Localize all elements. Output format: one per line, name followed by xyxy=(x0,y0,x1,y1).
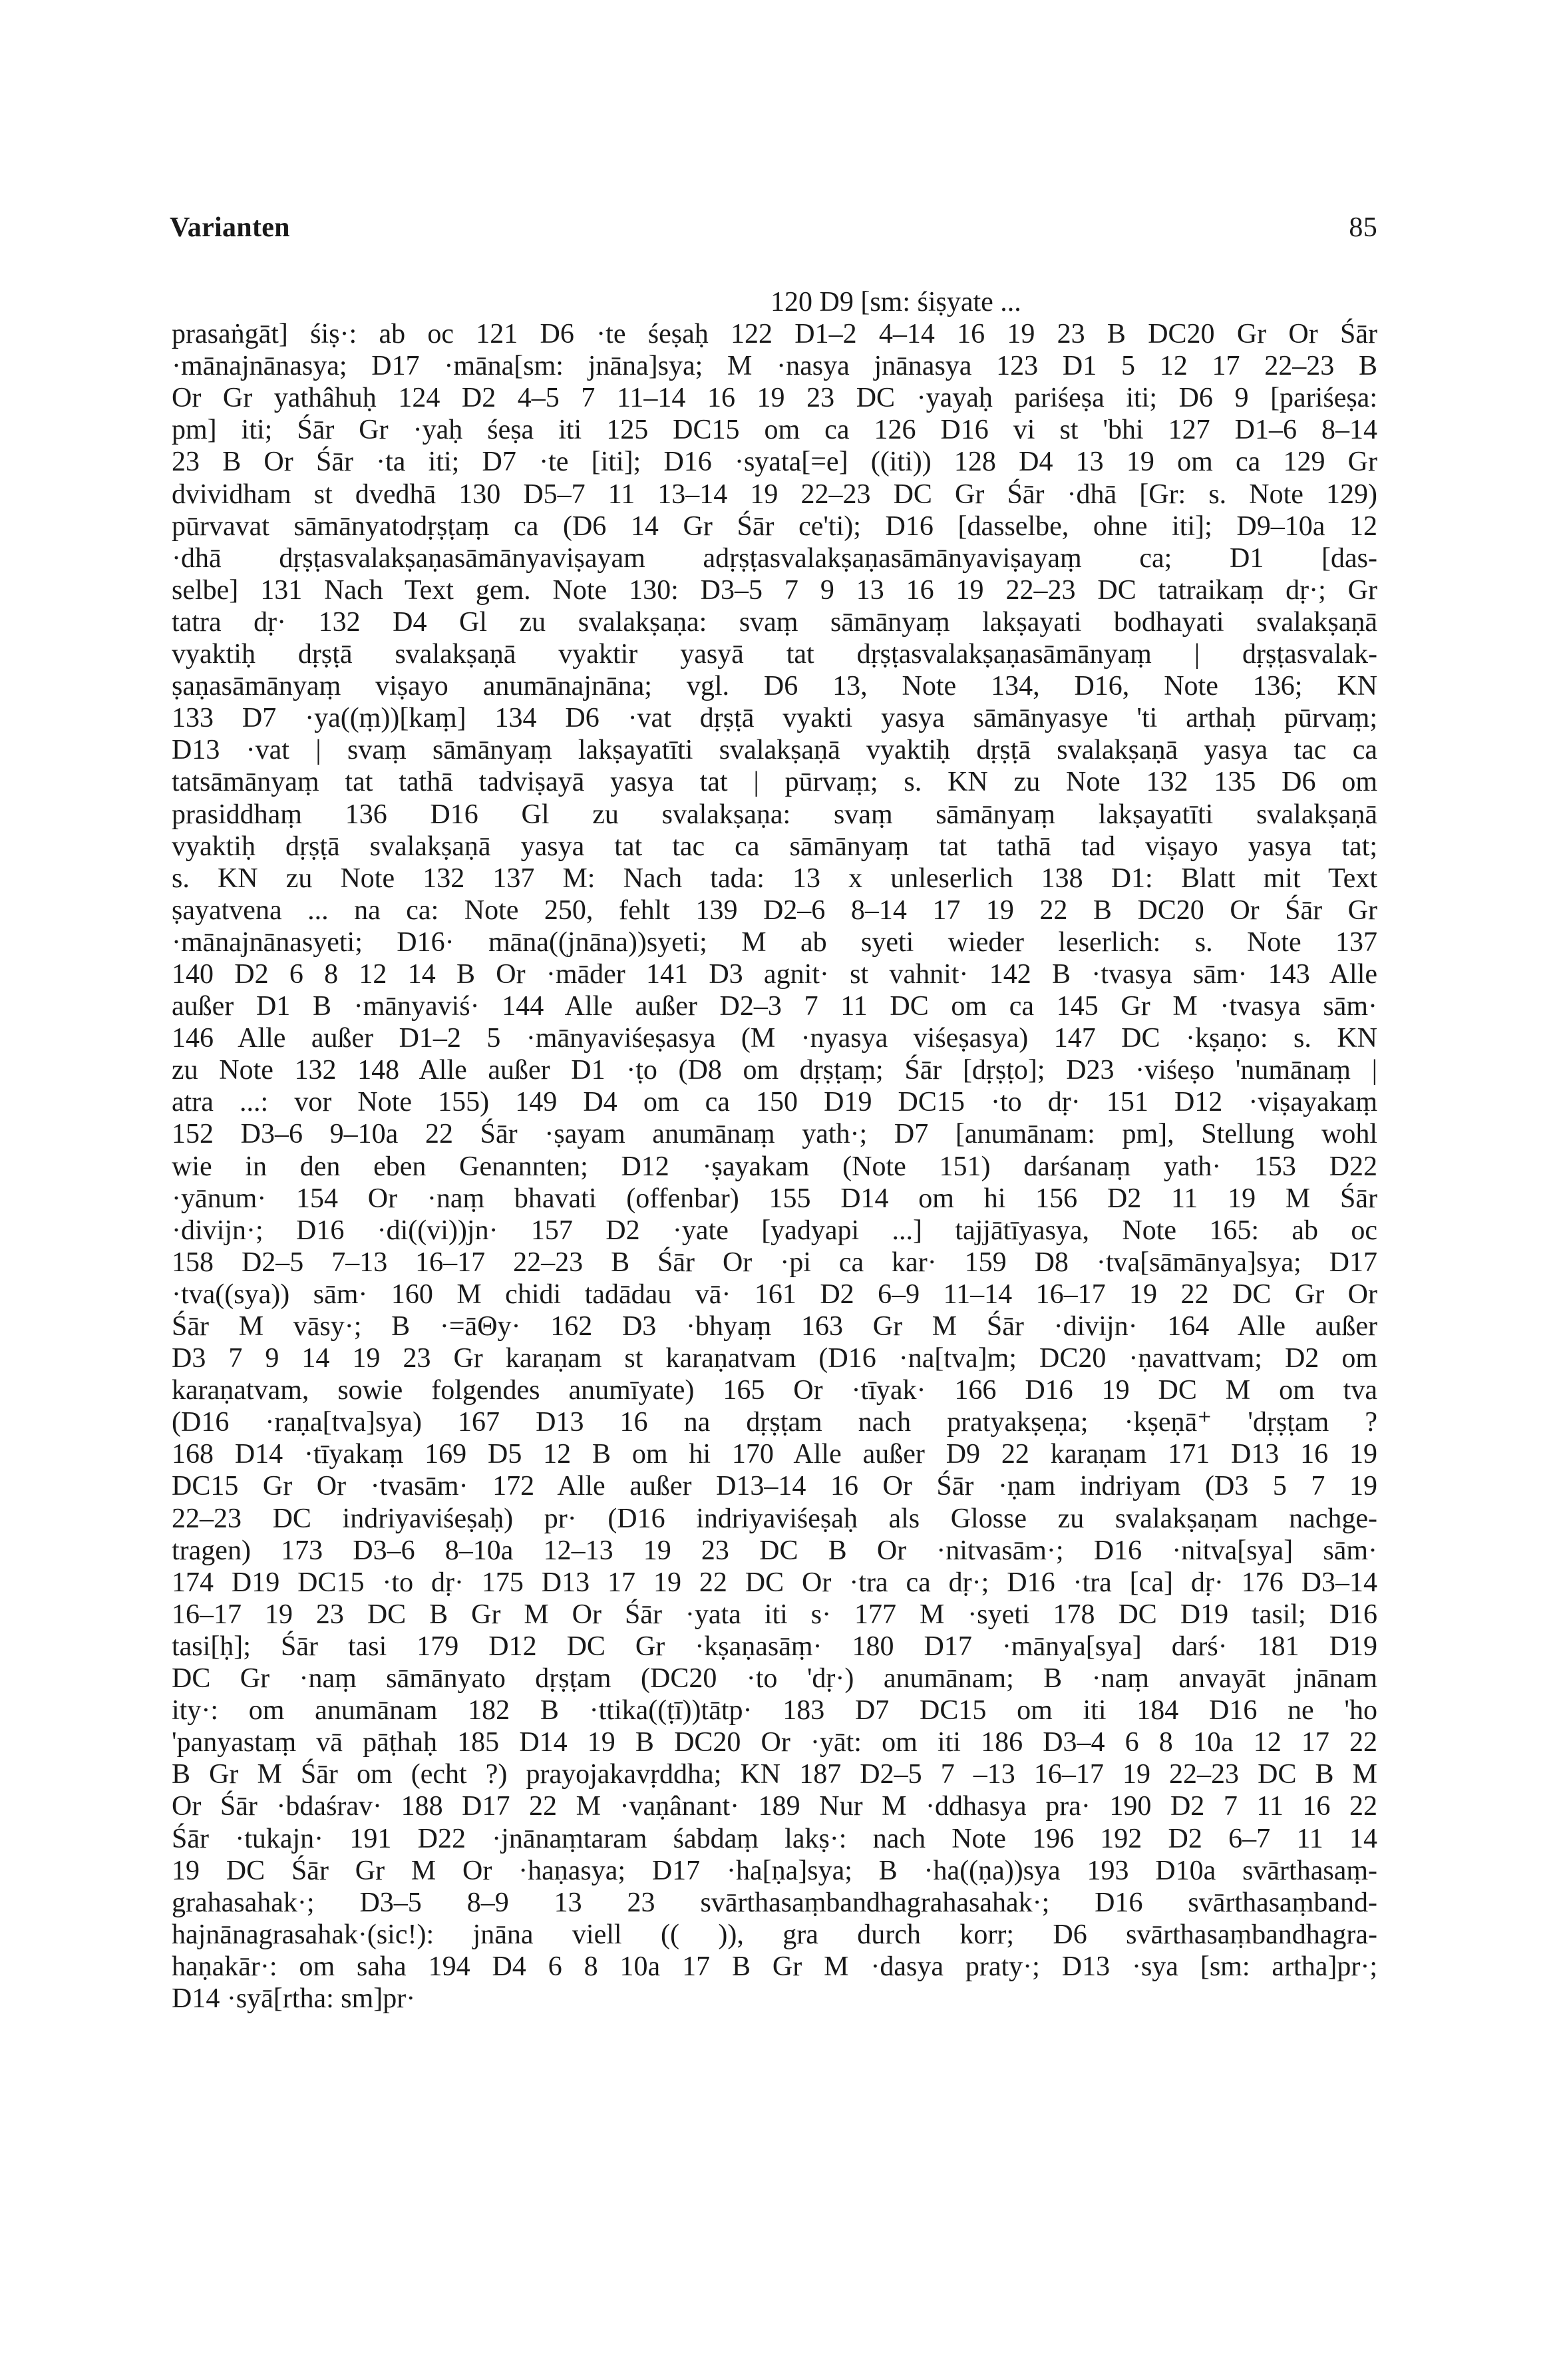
text-line: ṣaṇasāmānyaṃ viṣayo anumānajnāna; vgl. D6 13, Note 134, D16, Note 136; KN xyxy=(172,671,1377,702)
text-line: Or Gr yathâhuḥ 124 D2 4–5 7 11–14 16 19 23 DC ·yayaḥ pariśeṣa iti; D6 9 [pariśeṣa: xyxy=(172,383,1377,414)
text-line: vyaktiḥ dṛṣṭā svalakṣaṇā vyaktir yasyā tat dṛṣṭasvalakṣaṇasāmānyaṃ | dṛṣṭasvalak- xyxy=(172,639,1377,670)
text-line: ·tva((sya)) sām· 160 M chidi tadādau vā· 161 D2 6–9 11–14 16–17 19 22 DC Gr Or xyxy=(172,1279,1377,1310)
text-line: tatsāmānyaṃ tat tathā tadviṣayā yasya tat | pūrvaṃ; s. KN zu Note 132 135 D6 om xyxy=(172,767,1377,798)
text-line: tragen) 173 D3–6 8–10a 12–13 19 23 DC B Or ·nitvasām·; D16 ·nitva[sya] sām· xyxy=(172,1535,1377,1566)
text-line: ·dhā dṛṣṭasvalakṣaṇasāmānyaviṣayam adṛṣṭasvalakṣaṇasāmānyaviṣayaṃ ca; D1 [das- xyxy=(172,542,1377,574)
text-line: Or Śār ·bdaśrav· 188 D17 22 M ·vaṇânant· 189 Nur M ·ddhasya pra· 190 D2 7 11 16 22 xyxy=(172,1791,1377,1822)
text-line: ity·: om anumānam 182 B ·ttika((ṭī))tātp· 183 D7 DC15 om iti 184 D16 ne 'ho xyxy=(172,1695,1377,1726)
text-line: pm] iti; Śār Gr ·yaḥ śeṣa iti 125 DC15 om ca 126 D16 vi st 'bhi 127 D1–6 8–14 xyxy=(172,415,1377,446)
text-line: B Gr M Śār om (echt ?) prayojakavṛddha; KN 187 D2–5 7 –13 16–17 19 22–23 DC B M xyxy=(172,1759,1377,1790)
text-line: tatra dṛ· 132 D4 Gl zu svalakṣaṇa: svaṃ sāmānyaṃ lakṣayati bodhayati svalakṣaṇā xyxy=(172,606,1377,638)
text-line: 146 Alle außer D1–2 5 ·mānyaviśeṣasya (M ·nyasya viśeṣasya) 147 DC ·kṣaṇo: s. KN xyxy=(172,1023,1377,1054)
text-line: 158 D2–5 7–13 16–17 22–23 B Śār Or ·pi ca kar· 159 D8 ·tva[sāmānya]sya; D17 xyxy=(172,1247,1377,1278)
text-line: Śār M vāsy·; B ·=āΘy· 162 D3 ·bhyaṃ 163 Gr M Śār ·divijn· 164 Alle außer xyxy=(172,1311,1377,1342)
text-line: 22–23 DC indriyaviśeṣaḥ) pr· (D16 indriyaviśeṣaḥ als Glosse zu svalakṣaṇam nachge- xyxy=(172,1503,1377,1534)
text-line: vyaktiḥ dṛṣṭā svalakṣaṇā yasya tat tac ca sāmānyaṃ tat tathā tad viṣayo yasya tat; xyxy=(172,831,1377,862)
text-line: ·mānajnānasyeti; D16· māna((jnāna))syeti; M ab syeti wieder leserlich: s. Note 137 xyxy=(172,926,1377,958)
text-line: zu Note 132 148 Alle außer D1 ·ṭo (D8 om dṛṣṭaṃ; Śār [dṛṣṭo]; D23 ·viśeṣo 'numānaṃ | xyxy=(172,1055,1377,1086)
text-line: 140 D2 6 8 12 14 B Or ·māder 141 D3 agnit· st vahnit· 142 B ·tvasya sām· 143 Alle xyxy=(172,958,1377,990)
text-line: selbe] 131 Nach Text gem. Note 130: D3–5 7 9 13 16 19 22–23 DC tatraikaṃ dṛ·; Gr xyxy=(172,574,1377,606)
text-line: 'panyastaṃ vā pāṭhaḥ 185 D14 19 B DC20 Or ·yāt: om iti 186 D3–4 6 8 10a 12 17 22 xyxy=(172,1727,1377,1758)
text-line: außer D1 B ·mānyaviś· 144 Alle außer D2–3 7 11 DC om ca 145 Gr M ·tvasya sām· xyxy=(172,991,1377,1022)
variant-notes-block xyxy=(172,286,1377,2015)
text-line: prasaṅgāt] śiṣ·: ab oc 121 D6 ·te śeṣaḥ 122 D1–2 4–14 16 19 23 B DC20 Gr Or Śār xyxy=(172,319,1377,350)
text-line: prasiddhaṃ 136 D16 Gl zu svalakṣaṇa: svaṃ sāmānyaṃ lakṣayatīti svalakṣaṇā xyxy=(172,799,1377,830)
text-line: dvividham st dvedhā 130 D5–7 11 13–14 19 22–23 DC Gr Śār ·dhā [Gr: s. Note 129) xyxy=(172,479,1377,510)
text-line: 23 B Or Śār ·ta iti; D7 ·te [iti]; D16 ·syata[=e] ((iti)) 128 D4 13 19 om ca 129 Gr xyxy=(172,447,1377,478)
running-header xyxy=(170,212,1377,244)
text-line: 19 DC Śār Gr M Or ·haṇasya; D17 ·ha[ṇa]sya; B ·ha((ṇa))sya 193 D10a svārthasaṃ- xyxy=(172,1855,1377,1886)
text-line: 152 D3–6 9–10a 22 Śār ·ṣayam anumānaṃ yath·; D7 [anumānam: pm], Stellung wohl xyxy=(172,1119,1377,1150)
text-line: 16–17 19 23 DC B Gr M Or Śār ·yata iti s· 177 M ·syeti 178 DC D19 tasil; D16 xyxy=(172,1599,1377,1630)
text-line: (D16 ·raṇa[tva]sya) 167 D13 16 na dṛṣṭam nach pratyakṣeṇa; ·kṣeṇā⁺ 'dṛṣṭam ? xyxy=(172,1407,1377,1438)
text-line: atra ...: vor Note 155) 149 D4 om ca 150 D19 DC15 ·to dṛ· 151 D12 ·viṣayakaṃ xyxy=(172,1087,1377,1118)
text-line: s. KN zu Note 132 137 M: Nach tada: 13 x unleserlich 138 D1: Blatt mit Text xyxy=(172,863,1377,894)
text-line: D3 7 9 14 19 23 Gr karaṇam st karaṇatvam (D16 ·na[tva]m; DC20 ·ṇavattvam; D2 om xyxy=(172,1343,1377,1374)
text-line: karaṇatvam, sowie folgendes anumīyate) 165 Or ·tīyak· 166 D16 19 DC M om tva xyxy=(172,1375,1377,1406)
text-line: tasi[ḥ]; Śār tasi 179 D12 DC Gr ·kṣaṇasāṃ· 180 D17 ·mānya[sya] darś· 181 D19 xyxy=(172,1631,1377,1662)
text-line: grahasahak·; D3–5 8–9 13 23 svārthasaṃbandhagrahasahak·; D16 svārthasaṃband- xyxy=(172,1887,1377,1918)
text-line: 174 D19 DC15 ·to dṛ· 175 D13 17 19 22 DC Or ·tra ca dṛ·; D16 ·tra [ca] dṛ· 176 D3–14 xyxy=(172,1567,1377,1598)
text-line: DC Gr ·naṃ sāmānyato dṛṣṭam (DC20 ·to 'dṛ·) anumānam; B ·naṃ anvayāt jnānam xyxy=(172,1663,1377,1694)
text-line: D14 ·syā[rtha: sm]pr· xyxy=(172,1983,416,2014)
text-line: DC15 Gr Or ·tvasām· 172 Alle außer D13–14 16 Or Śār ·ṇam indriyam (D3 5 7 19 xyxy=(172,1471,1377,1502)
page-number: 85 xyxy=(1349,212,1377,243)
text-line: haṇakār·: om saha 194 D4 6 8 10a 17 B Gr M ·dasya praty·; D13 ·sya [sm: artha]pr·; xyxy=(172,1951,1377,1982)
text-line: 120 D9 [sm: śiṣyate ... xyxy=(771,287,1021,317)
text-line: 133 D7 ·ya((ṃ))[kaṃ] 134 D6 ·vat dṛṣṭā vyakti yasya sāmānyasye 'ti arthaḥ pūrvaṃ; xyxy=(172,703,1377,734)
text-line: ·divijn·; D16 ·di((vi))jn· 157 D2 ·yate [yadyapi ...] tajjātīyasya, Note 165: ab oc xyxy=(172,1215,1377,1246)
text-line: D13 ·vat | svaṃ sāmānyaṃ lakṣayatīti svalakṣaṇā vyaktiḥ dṛṣṭā svalakṣaṇā yasya tac ca xyxy=(172,735,1377,766)
text-line: wie in den eben Genannten; D12 ·ṣayakam (Note 151) darśanaṃ yath· 153 D22 xyxy=(172,1151,1377,1182)
section-title: Varianten xyxy=(170,212,290,243)
text-line: Śār ·tukajn· 191 D22 ·jnānaṃtaram śabdaṃ lakṣ·: nach Note 196 192 D2 6–7 11 14 xyxy=(172,1823,1377,1854)
text-line: hajnānagrasahak·(sic!): jnāna viell (( )), gra durch korr; D6 svārthasaṃbandhagra- xyxy=(172,1919,1377,1950)
text-line: 168 D14 ·tīyakaṃ 169 D5 12 B om hi 170 Alle außer D9 22 karaṇam 171 D13 16 19 xyxy=(172,1439,1377,1470)
text-line: pūrvavat sāmānyatodṛṣṭaṃ ca (D6 14 Gr Śār ce'ti); D16 [dasselbe, ohne iti]; D9–10a 12 xyxy=(172,510,1377,542)
text-line: ·mānajnānasya; D17 ·māna[sm: jnāna]sya; M ·nasya jnānasya 123 D1 5 12 17 22–23 B xyxy=(172,351,1377,382)
text-line: ṣayatvena ... na ca: Note 250, fehlt 139 D2–6 8–14 17 19 22 B DC20 Or Śār Gr xyxy=(172,894,1377,926)
text-line: ·yānum· 154 Or ·naṃ bhavati (offenbar) 155 D14 om hi 156 D2 11 19 M Śār xyxy=(172,1183,1377,1214)
